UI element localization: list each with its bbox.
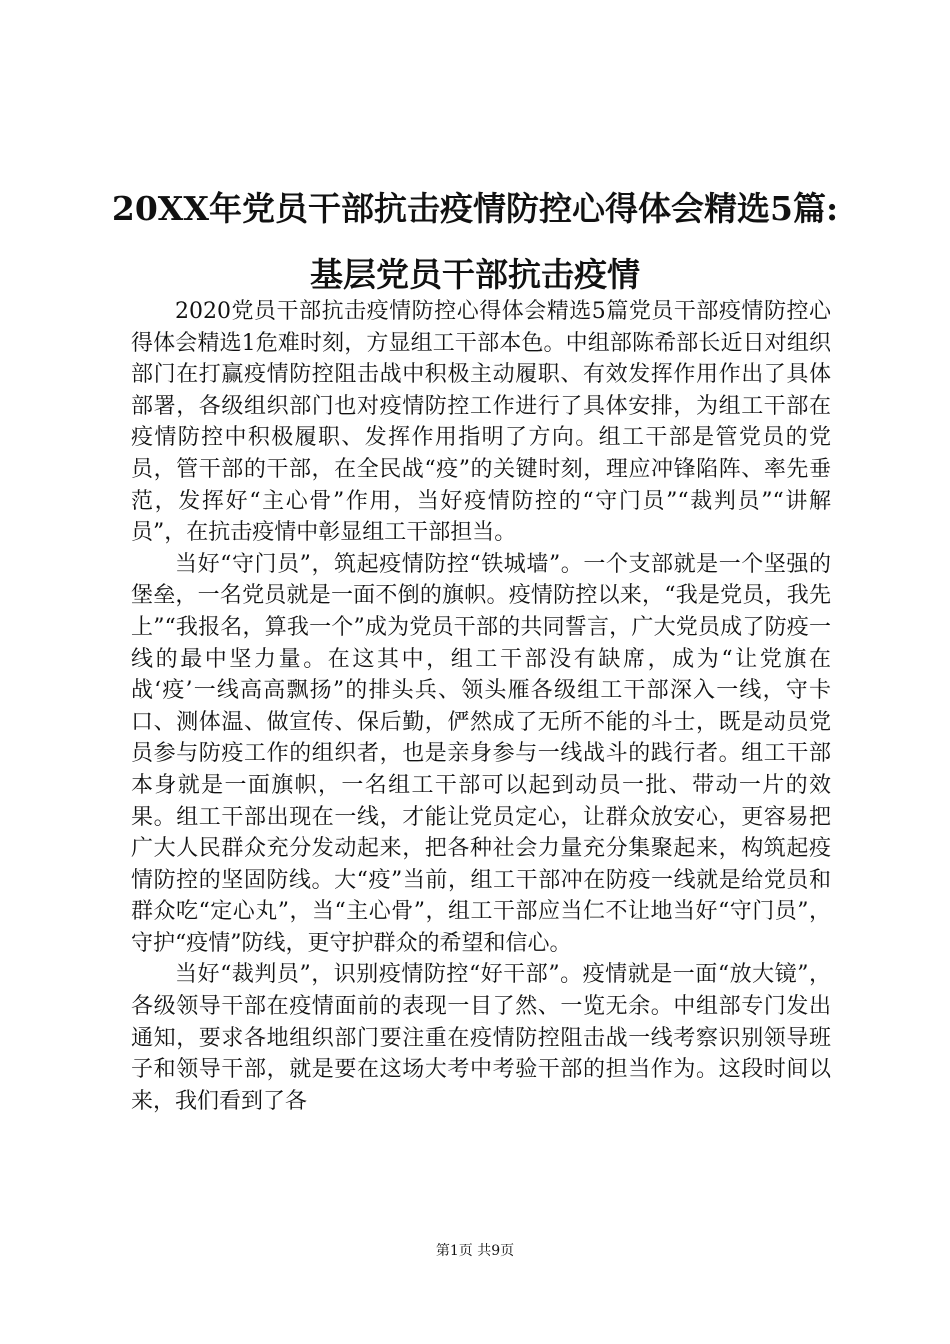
paragraph-1: 2020党员干部抗击疫情防控心得体会精选5篇党员干部疫情防控心得体会精选1危难时刻，方显组工干部本色。中组部陈希部长近日对组织部门在打赢疫情防控阻击战中积极主动履职、有效发挥作用作出了具体部署，各级组织部门也对疫情防控工作进行了具体安排，为组工干部在疫情防控中积极履职、发挥作用指明了方向。组工干部是管党员的党员，管干部的干部，在全民战“疫”的关键时刻，理应冲锋陷阵、率先垂范，发挥好“主心骨”作用，当好疫情防控的“守门员”“裁判员”“讲解员”，在抗击疫情中彰显组工干部担当。 [131,299,831,546]
paragraph-2: 当好“守门员”，筑起疫情防控“铁城墙”。一个支部就是一个坚强的堡垒，一名党员就是一面不倒的旗帜。疫情防控以来，“我是党员，我先上”“我报名，算我一个”成为党员干部的共同誓言，广大党员成了防疫一线的最中坚力量。在这其中，组工干部没有缺席，成为“让党旗在战‘疫’一线高高飘扬”的排头兵、领头雁各级组工干部深入一线，守卡口、测体温、做宣传、保后勤，俨然成了无所不能的斗士，既是动员党员参与防疫工作的组织者，也是亲身参与一线战斗的践行者。组工干部本身就是一面旗帜，一名组工干部可以起到动员一批、带动一片的效果。组工干部出现在一线，才能让党员定心，让群众放安心，更容易把广大人民群众充分发动起来，把各种社会力量充分集聚起来，构筑起疫情防控的坚固防线。大“疫”当前，组工干部冲在防疫一线就是给党员和群众吃“定心丸”，当“主心骨”，组工干部应当仁不让地当好“守门员”，守护“疫情”防线，更守护群众的希望和信心。 [131,551,831,956]
document-body [131,296,831,1117]
page-footer: 第1页 共9页 [435,1243,515,1259]
document-title: 20XX年党员干部抗击疫情防控心得体会精选5篇:基层党员干部抗击疫情 [111,189,839,294]
paragraph-3: 当好“裁判员”，识别疫情防控“好干部”。疫情就是一面“放大镜”，各级领导干部在疫情面前的表现一目了然、一览无余。中组部专门发出通知，要求各地组织部门要注重在疫情防控阻击战一线考察识别领导班子和领导干部，就是要在这场大考中考验干部的担当作为。这段时间以来，我们看到了各 [131,962,831,1114]
